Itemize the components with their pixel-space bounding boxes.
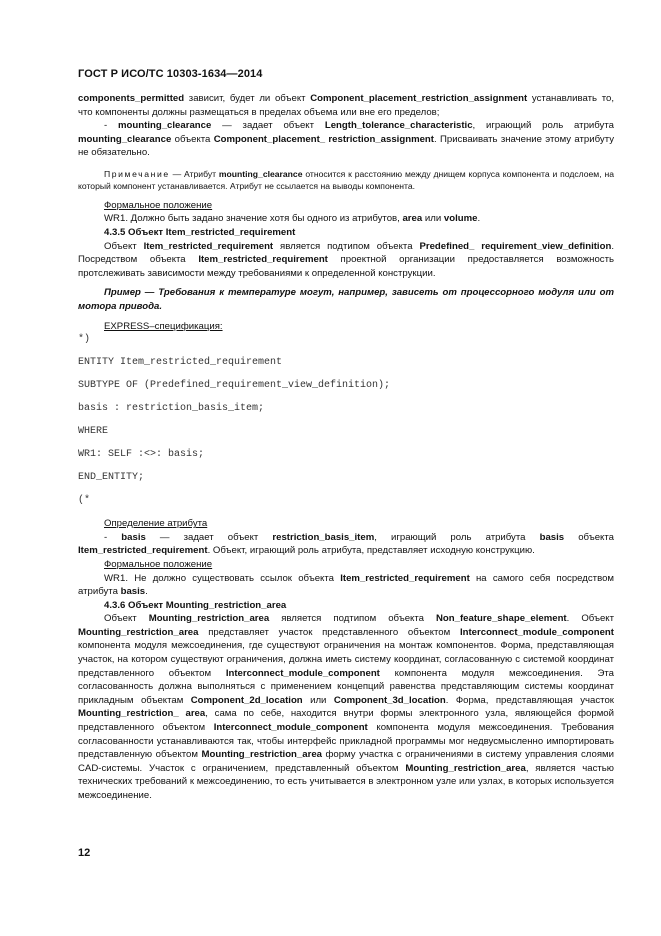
paragraph-item-restricted (78, 240, 614, 281)
text: — задает объект (145, 531, 273, 543)
text: , играющий роль атрибута (472, 120, 614, 132)
term: Item_restricted_requirement (340, 572, 470, 584)
term: Item_restricted_requirement (143, 240, 274, 252)
paragraph-mounting-restriction-area (78, 612, 614, 802)
page-number: 12 (78, 847, 91, 859)
term: Mounting_restriction_ area (78, 708, 206, 720)
formal-heading (78, 199, 614, 213)
term: mounting_clearance (78, 133, 172, 145)
text: зависит, будет ли объект (184, 93, 311, 104)
text: . Объект (566, 613, 614, 625)
term: Item_restricted_requirement (78, 545, 208, 557)
attribute-heading (78, 517, 614, 531)
page-header: ГОСТ Р ИСО/ТС 10303-1634—2014 (78, 68, 263, 80)
term: basis (539, 531, 565, 543)
heading-text: EXPRESS–спецификация: (104, 320, 223, 332)
page-content (78, 92, 614, 803)
note-label: Примечание (104, 168, 170, 179)
text: , играющий роль атрибута (374, 531, 540, 543)
paragraph-mounting-clearance (78, 119, 614, 160)
express-heading (78, 320, 614, 334)
text: объекта (171, 133, 214, 145)
term: restriction_basis_item (272, 531, 375, 543)
formal-rule (78, 572, 614, 599)
term: mounting_clearance (218, 168, 303, 179)
term: basis (121, 531, 146, 543)
text: компонента модуля межсоединения, где существуют ограничения на монтаж компонентов. Форма, представляющая участок, на котором существуют ограничения, должна иметь систему координат, согласованную с системой координат представленного объектом (78, 640, 614, 679)
text: . Присваивать значение этому атрибуту не обязательно. (78, 133, 615, 159)
term: Interconnect_module_component (459, 626, 614, 638)
term: Mounting_restriction_area (148, 613, 270, 625)
text: . (145, 586, 148, 598)
term: components_permitted (78, 93, 185, 104)
code-line: END_ENTITY; (78, 472, 145, 484)
note-paragraph (78, 168, 614, 193)
section-heading-4-3-5: 4.3.5 Объект Item_restricted_requirement (104, 226, 296, 238)
text: или (422, 213, 444, 225)
text: WR1. Должно быть задано значение хотя бы одного из атрибутов, (104, 213, 403, 225)
term: volume (443, 213, 478, 225)
term: Component_placement_restriction_assignment (310, 93, 528, 104)
term: Mounting_restriction_area (201, 749, 322, 761)
code-line: ENTITY Item_restricted_requirement (78, 357, 283, 369)
term: Component_2d_location (190, 694, 303, 706)
text: на самого себя посредством атрибута (78, 572, 614, 598)
text: — Атрибут (169, 168, 219, 179)
code-line: SUBTYPE OF (Predefined_requirement_view_definition); (78, 380, 391, 392)
text: компонента модуля межсоединения. Требования согласованности устанавливаются так, чтобы интерфейс прикладной программы мог недвусмысленно импортировать представленную объектом (78, 722, 614, 761)
code-line: WR1: SELF :<>: basis; (78, 449, 205, 461)
text: устанавливать то, что компоненты должны размещаться в пределах объема или вне его пределов; (78, 93, 614, 118)
text: или (302, 694, 334, 706)
heading-text: Формальное положение (104, 558, 213, 570)
term: basis (120, 586, 146, 598)
term: Length_tolerance_characteristic (324, 120, 473, 132)
code-line: *) (78, 334, 91, 346)
code-line: WHERE (78, 426, 109, 438)
text: . (477, 213, 481, 225)
text: Объект (104, 240, 144, 252)
text: , сама по себе, находится внутри формы электронного узла, являющейся формой представленного объектом (78, 708, 614, 734)
term: Item_restricted_requirement (198, 254, 328, 266)
text: - (104, 120, 119, 132)
paragraph-components-permitted (78, 92, 614, 119)
text: , является частью технических требований к межсоединению, то есть учитывается в электронном узле или узлах, в которых используется межсоединение. (78, 762, 614, 801)
heading-text: Определение атрибута (104, 518, 208, 530)
text: объекта (564, 531, 614, 543)
attribute-basis (78, 531, 614, 558)
text: WR1. Не должно существовать ссылок объекта (104, 572, 341, 584)
text: . Посредством объекта (78, 240, 614, 266)
section-heading-4-3-6: 4.3.6 Объект Mounting_restriction_area (104, 599, 287, 611)
text: форму участка с ограничениями в систему управления слоями CAD-системы. Участок с ограничением, представленный объектом (78, 749, 614, 774)
text: относится к расстоянию между днищем корпуса компонента и подслоем, на который компонент устанавливается. Атрибут не ссылается на выводы компонента. (78, 168, 614, 192)
formal-rule (78, 212, 614, 226)
text: Объект (104, 613, 149, 625)
express-code-block (78, 333, 614, 507)
term: Interconnect_module_component (213, 722, 368, 734)
text: проектной организации предоставляется возможность протслеживать зависимости между требованиями к определенной конструкции. (78, 254, 614, 279)
example-paragraph: Пример — Требования к температуре могут, например, зависеть от процессорного модуля или от мотора привода. (78, 287, 614, 312)
text: . Объект, играющий роль атрибута, представляет исходную конструкцию. (207, 545, 535, 557)
text: является подтипом объекта (269, 613, 436, 625)
code-line: (* (78, 495, 91, 507)
text: является подтипом объекта (273, 240, 420, 252)
text: компонента модуля межсоединения. Эта согласованность должна выполняться с применением концепций равенства представляющим системы координат прикладным объектам (78, 667, 614, 706)
term: Mounting_restriction_area (405, 762, 526, 774)
code-line: basis : restriction_basis_item; (78, 403, 265, 415)
text: — задает объект (211, 120, 325, 132)
text: - (104, 531, 122, 543)
formal-heading (78, 558, 614, 572)
term: mounting_clearance (118, 120, 212, 132)
term: Predefined_ requirement_view_definition (419, 240, 612, 252)
term: Component_placement_ restriction_assignment (213, 133, 434, 145)
term: area (402, 213, 423, 225)
text: . Форма, представляющая участок (445, 694, 614, 706)
term: Component_3d_location (333, 694, 446, 706)
heading-text: Формальное положение (104, 199, 213, 211)
term: Mounting_restriction_area (78, 626, 199, 638)
text: представляет участок представленного объектом (198, 626, 460, 638)
term: Interconnect_module_component (225, 667, 380, 679)
term: Non_feature_shape_element (436, 613, 567, 625)
